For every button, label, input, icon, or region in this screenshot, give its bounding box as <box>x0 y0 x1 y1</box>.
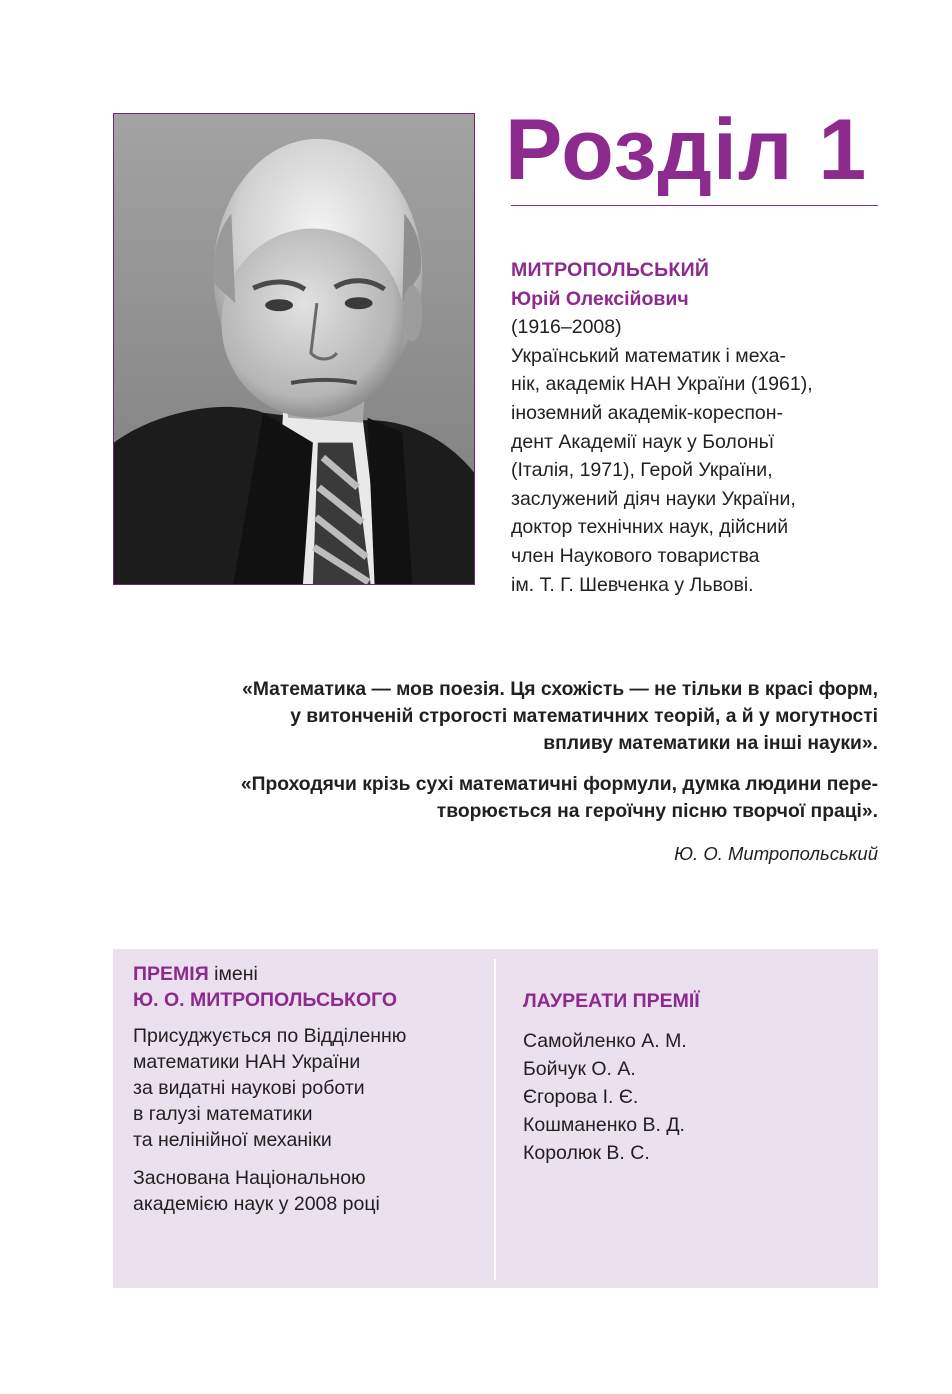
quote-author: Ю. О. Митропольський <box>674 843 878 864</box>
biography <box>511 256 891 599</box>
prize-founded-line: Заснована Національною <box>133 1167 366 1189</box>
bio-line: Український математик і меха- <box>511 344 786 367</box>
quotes-block <box>100 676 878 825</box>
column-divider <box>494 959 496 1280</box>
laureates-heading: ЛАУРЕАТИ ПРЕМІЇ <box>523 990 700 1012</box>
prize-founded-line: академією наук у 2008 році <box>133 1193 380 1215</box>
prize-description-line: математики НАН України <box>133 1051 361 1073</box>
laureate-item: Королюк В. С. <box>523 1142 650 1164</box>
bio-line: нік, академік НАН України (1961), <box>511 373 813 396</box>
quote-line: «Математика — мов поезія. Ця схожість — не тільки в красі форм, <box>242 679 878 700</box>
portrait-photo <box>113 113 475 585</box>
prize-description-line: в галузі математики <box>133 1103 313 1125</box>
quote <box>100 676 878 757</box>
bio-line: ім. Т. Г. Шевченка у Львові. <box>511 573 754 596</box>
bio-line: (Італія, 1971), Герой України, <box>511 459 773 482</box>
prize-founded <box>133 1165 483 1217</box>
laureate-item: Бойчук О. А. <box>523 1058 636 1080</box>
quote-line: «Проходячи крізь сухі математичні формули, думка людини пере- <box>240 774 878 795</box>
bio-line: іноземний академік-кореспон- <box>511 401 784 424</box>
prize-description <box>133 1023 483 1153</box>
prize-info <box>133 961 483 1217</box>
bio-given-names: Юрій Олексійович <box>511 287 689 310</box>
bio-line: доктор технічних наук, дійсний <box>511 516 789 539</box>
prize-description-line: Присуджується по Відділенню <box>133 1025 407 1047</box>
prize-description-line: за видатні наукові роботи <box>133 1077 365 1099</box>
laureate-item: Самойленко А. М. <box>523 1030 687 1052</box>
laureates <box>523 987 863 1167</box>
laureate-item: Єгорова І. Є. <box>523 1086 639 1108</box>
prize-description-line: та нелінійної механіки <box>133 1129 332 1151</box>
quote-line: творюється на героїчну пісню творчої праці». <box>436 801 878 822</box>
prize-name: Ю. О. МИТРОПОЛЬСЬКОГО <box>133 989 398 1011</box>
quote <box>100 771 878 825</box>
bio-line: заслужений діяч науки України, <box>511 487 796 510</box>
bio-line: член Наукового товариства <box>511 544 760 567</box>
bio-years: (1916–2008) <box>511 316 622 339</box>
portrait-illustration <box>114 114 474 584</box>
laureates-list <box>523 1027 863 1167</box>
bio-surname: МИТРОПОЛЬСЬКИЙ <box>511 259 710 281</box>
title-divider <box>511 205 878 206</box>
quote-line: впливу математики на інші науки». <box>543 733 878 754</box>
laureate-item: Кошманенко В. Д. <box>523 1114 685 1136</box>
bio-line: дент Академії наук у Болоньї <box>511 430 775 453</box>
prize-label-rest: імені <box>208 963 258 985</box>
chapter-title: Розділ 1 <box>505 102 868 198</box>
quote-line: у витонченій строгості математичних теорій, а й у могутності <box>290 706 878 727</box>
prize-label-accent: ПРЕМІЯ <box>133 963 209 985</box>
prize-label <box>133 961 483 987</box>
